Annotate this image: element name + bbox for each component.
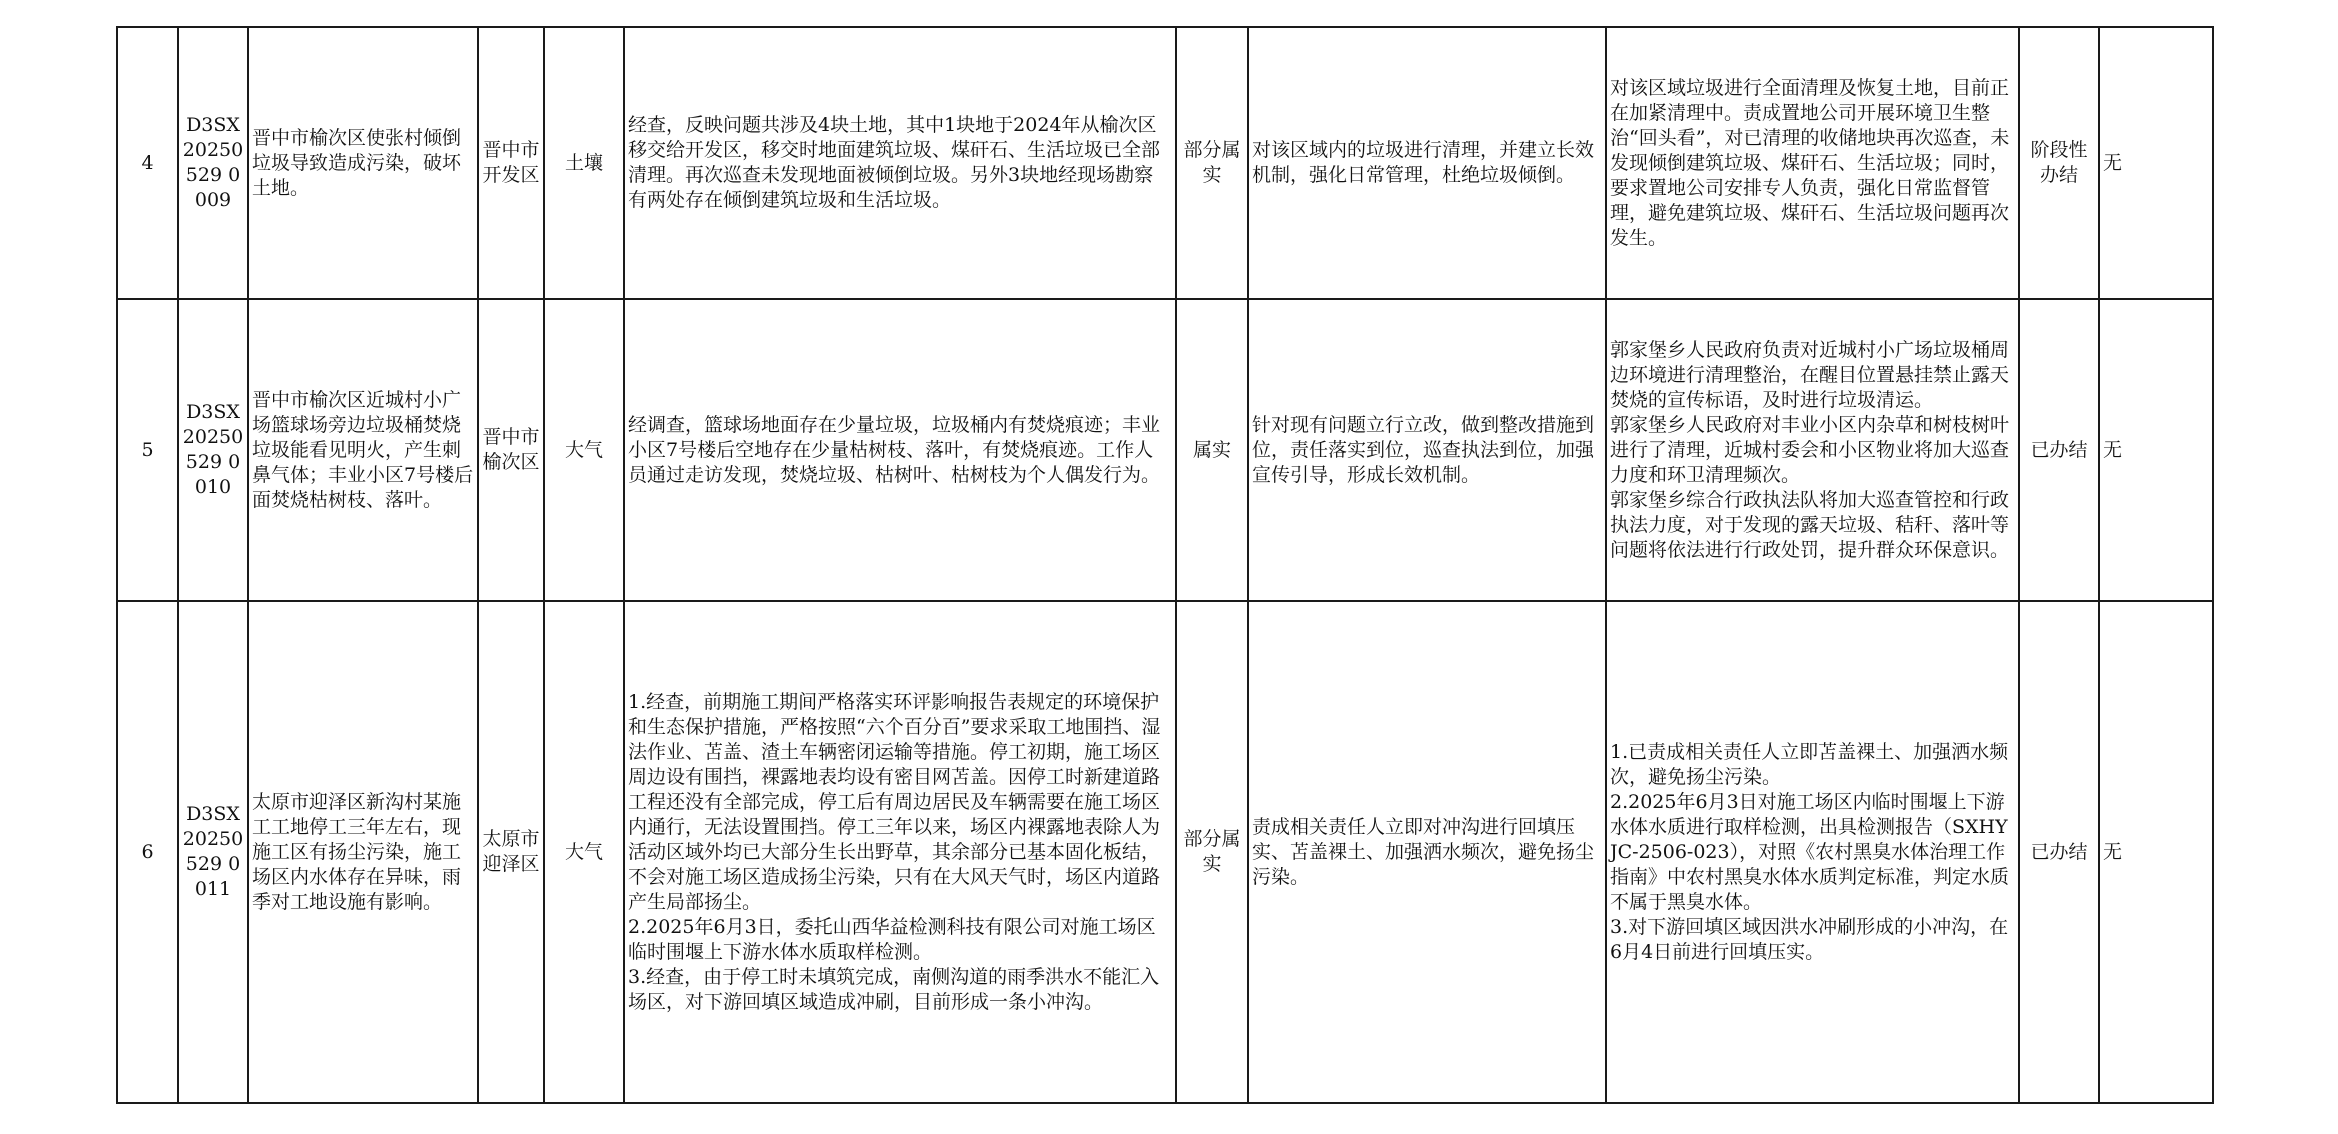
rectification-status [1606, 601, 2019, 1103]
issue-description: 晋中市榆次区使张村倾倒垃圾导致造成污染，破坏土地。 [248, 27, 478, 299]
accountability: 无 [2099, 601, 2213, 1103]
complaint-table [116, 26, 2214, 1104]
handling-opinion: 对该区域内的垃圾进行清理，并建立长效机制，强化日常管理，杜绝垃圾倾倒。 [1248, 27, 1606, 299]
handling-opinion: 责成相关责任人立即对冲沟进行回填压实、苫盖裸土、加强洒水频次，避免扬尘污染。 [1248, 601, 1606, 1103]
rectification-paragraph: 3.对下游回填区域因洪水冲刷形成的小冲沟，在6月4日前进行回填压实。 [1610, 915, 2009, 963]
verdict: 属实 [1176, 299, 1248, 601]
rectification-paragraph: 郭家堡乡人民政府对丰业小区内杂草和树枝树叶进行了清理，近城村委会和小区物业将加大巡查力度和环卫清理频次。 [1610, 413, 2010, 486]
administrative-area: 太原市迎泽区 [478, 601, 544, 1103]
rectification-paragraph: 对该区域垃圾进行全面清理及恢复土地，目前正在加紧清理中。责成置地公司开展环境卫生整治“回头看”，对已清理的收储地块再次巡查，未发现倾倒建筑垃圾、煤矸石、生活垃圾；同时，要求置地公司安排专人负责，强化日常监督管理，避免建筑垃圾、煤矸石、生活垃圾问题再次发生。 [1610, 76, 2010, 249]
rectification-status [1606, 299, 2019, 601]
verdict: 部分属实 [1176, 27, 1248, 299]
administrative-area: 晋中市开发区 [478, 27, 544, 299]
rectification-paragraph: 郭家堡乡综合行政执法队将加大巡查管控和行政执法力度，对于发现的露天垃圾、秸秆、落叶等问题将依法进行行政处罚，提升群众环保意识。 [1610, 488, 2010, 561]
issue-description: 太原市迎泽区新沟村某施工工地停工三年左右，现施工区有扬尘污染，施工场区内水体存在异味，雨季对工地设施有影响。 [248, 601, 478, 1103]
case-code: D3SX20250529 0009 [178, 27, 248, 299]
verdict: 部分属实 [1176, 601, 1248, 1103]
case-code: D3SX20250529 0010 [178, 299, 248, 601]
case-code: D3SX20250529 0011 [178, 601, 248, 1103]
rectification-paragraph: 郭家堡乡人民政府负责对近城村小广场垃圾桶周边环境进行清理整治，在醒目位置悬挂禁止露天焚烧的宣传标语，及时进行垃圾清运。 [1610, 338, 2010, 411]
accountability: 无 [2099, 299, 2213, 601]
administrative-area: 晋中市榆次区 [478, 299, 544, 601]
completion-status: 已办结 [2019, 299, 2099, 601]
rectification-paragraph: 1.已责成相关责任人立即苫盖裸土、加强洒水频次，避免扬尘污染。 [1610, 740, 2009, 788]
row-number: 5 [117, 299, 178, 601]
pollution-type: 土壤 [544, 27, 624, 299]
pollution-type: 大气 [544, 601, 624, 1103]
investigation-result: 1.经查，前期施工期间严格落实环评影响报告表规定的环境保护和生态保护措施，严格按照“六个百分百”要求采取工地围挡、湿法作业、苫盖、渣土车辆密闭运输等措施。停工初期，施工场区周边设有围挡，裸露地表均设有密目网苫盖。因停工时新建道路工程还没有全部完成，停工后有周边居民及车辆需要在施工场区内通行，无法设置围挡。停工三年以来，场区内裸露地表除人为活动区域外均已大部分生长出野草，其余部分已基本固化板结，不会对施工场区造成扬尘污染，只有在大风天气时，场区内道路产生局部扬尘。 2.2025年6月3日，委托山西华益检测科技有限公司对施工场区临时围堰上下游水体水质取样检测。 3.经查，由于停工时未填筑完成，南侧沟道的雨季洪水不能汇入场区，对下游回填区域造成冲刷，目前形成一条小冲沟。 [624, 601, 1176, 1103]
table-row [117, 601, 2213, 1103]
row-number: 6 [117, 601, 178, 1103]
investigation-result: 经调查，篮球场地面存在少量垃圾，垃圾桶内有焚烧痕迹；丰业小区7号楼后空地存在少量枯树枝、落叶，有焚烧痕迹。工作人员通过走访发现，焚烧垃圾、枯树叶、枯树枝为个人偶发行为。 [624, 299, 1176, 601]
pollution-type: 大气 [544, 299, 624, 601]
investigation-result: 经查，反映问题共涉及4块土地，其中1块地于2024年从榆次区移交给开发区，移交时地面建筑垃圾、煤矸石、生活垃圾已全部清理。再次巡查未发现地面被倾倒垃圾。另外3块地经现场勘察有两处存在倾倒建筑垃圾和生活垃圾。 [624, 27, 1176, 299]
table-row [117, 27, 2213, 299]
completion-status: 已办结 [2019, 601, 2099, 1103]
table-row [117, 299, 2213, 601]
completion-status: 阶段性办结 [2019, 27, 2099, 299]
accountability: 无 [2099, 27, 2213, 299]
row-number: 4 [117, 27, 178, 299]
rectification-status [1606, 27, 2019, 299]
handling-opinion: 针对现有问题立行立改，做到整改措施到位，责任落实到位，巡查执法到位，加强宣传引导，形成长效机制。 [1248, 299, 1606, 601]
rectification-paragraph: 2.2025年6月3日对施工场区内临时围堰上下游水体水质进行取样检测，出具检测报告（SXHYJC-2506-023），对照《农村黑臭水体治理工作指南》中农村黑臭水体水质判定标准，判定水质不属于黑臭水体。 [1610, 790, 2010, 913]
report-sheet [116, 26, 2212, 1102]
issue-description: 晋中市榆次区近城村小广场篮球场旁边垃圾桶焚烧垃圾能看见明火，产生刺鼻气体；丰业小区7号楼后面焚烧枯树枝、落叶。 [248, 299, 478, 601]
